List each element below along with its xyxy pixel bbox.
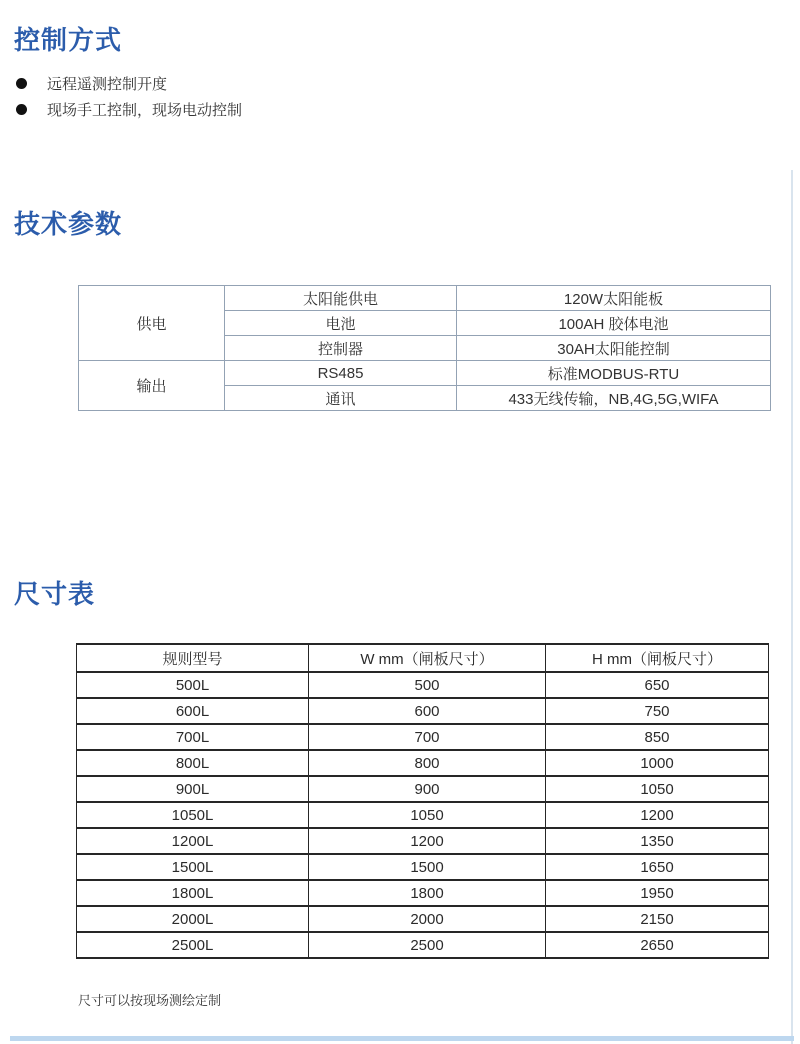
dimension-table-title: 尺寸表: [14, 579, 96, 609]
tech-param-cell: RS485: [225, 361, 457, 386]
dim-cell: 850: [546, 724, 769, 750]
table-row: [77, 906, 769, 932]
table-row: [77, 828, 769, 854]
dim-cell: 700L: [77, 724, 309, 750]
dim-header-height: H mm（闸板尺寸）: [546, 644, 769, 672]
dim-cell: 2000: [309, 906, 546, 932]
bottom-accent-bar: [10, 1036, 794, 1041]
tech-group-label: 供电: [79, 286, 225, 361]
technical-parameters-table: [78, 285, 771, 411]
dim-cell: 2150: [546, 906, 769, 932]
dim-cell: 1050L: [77, 802, 309, 828]
dim-cell: 1500L: [77, 854, 309, 880]
tech-param-cell: 太阳能供电: [225, 286, 457, 311]
tech-param-cell: 电池: [225, 311, 457, 336]
dim-cell: 1800L: [77, 880, 309, 906]
table-row: [77, 880, 769, 906]
dim-cell: 900: [309, 776, 546, 802]
dim-cell: 800L: [77, 750, 309, 776]
list-item: [16, 96, 242, 122]
dim-cell: 1050: [546, 776, 769, 802]
dim-cell: 1050: [309, 802, 546, 828]
dim-cell: 600: [309, 698, 546, 724]
control-method-list: [16, 70, 242, 122]
dim-cell: 1350: [546, 828, 769, 854]
table-row: [77, 802, 769, 828]
dim-cell: 1800: [309, 880, 546, 906]
dim-header-width: W mm（闸板尺寸）: [309, 644, 546, 672]
dim-cell: 500L: [77, 672, 309, 698]
table-row: [77, 724, 769, 750]
bullet-text: 现场手工控制，现场电动控制: [47, 101, 243, 119]
dim-cell: 1500: [309, 854, 546, 880]
dim-cell: 1650: [546, 854, 769, 880]
dim-cell: 600L: [77, 698, 309, 724]
table-row: [77, 932, 769, 958]
table-row: [79, 286, 771, 311]
bullet-text: 远程遥测控制开度: [47, 75, 168, 93]
dim-cell: 800: [309, 750, 546, 776]
dim-cell: 2000L: [77, 906, 309, 932]
dim-cell: 1000: [546, 750, 769, 776]
tech-value-cell: 100AH 胶体电池: [457, 311, 771, 336]
table-row: [77, 672, 769, 698]
dim-cell: 700: [309, 724, 546, 750]
table-row: [77, 750, 769, 776]
dim-cell: 1200L: [77, 828, 309, 854]
dim-cell: 900L: [77, 776, 309, 802]
dimension-table-body: [77, 672, 769, 958]
table-row: [77, 698, 769, 724]
tech-group-label: 输出: [79, 361, 225, 411]
dim-cell: 2500: [309, 932, 546, 958]
tech-value-cell: 30AH太阳能控制: [457, 336, 771, 361]
tech-param-cell: 通讯: [225, 386, 457, 411]
bullet-icon: [16, 78, 27, 89]
dim-cell: 500: [309, 672, 546, 698]
list-item: [16, 70, 242, 96]
dim-cell: 1200: [309, 828, 546, 854]
dim-header-model: 规则型号: [77, 644, 309, 672]
dimension-table: [76, 643, 769, 959]
dim-cell: 2500L: [77, 932, 309, 958]
control-method-title: 控制方式: [14, 25, 123, 55]
tech-value-cell: 120W太阳能板: [457, 286, 771, 311]
page-edge-divider: [791, 170, 793, 1044]
technical-parameters-title: 技术参数: [14, 209, 123, 239]
bullet-icon: [16, 104, 27, 115]
tech-value-cell: 标准MODBUS-RTU: [457, 361, 771, 386]
table-row: [77, 854, 769, 880]
table-row: [79, 361, 771, 386]
dim-cell: 1200: [546, 802, 769, 828]
table-header-row: [77, 644, 769, 672]
dim-cell: 650: [546, 672, 769, 698]
dim-cell: 1950: [546, 880, 769, 906]
tech-value-cell: 433无线传输，NB,4G,5G,WIFA: [457, 386, 771, 411]
tech-param-cell: 控制器: [225, 336, 457, 361]
dim-cell: 2650: [546, 932, 769, 958]
table-row: [77, 776, 769, 802]
dim-cell: 750: [546, 698, 769, 724]
dimension-note: 尺寸可以按现场测绘定制: [78, 993, 222, 1008]
